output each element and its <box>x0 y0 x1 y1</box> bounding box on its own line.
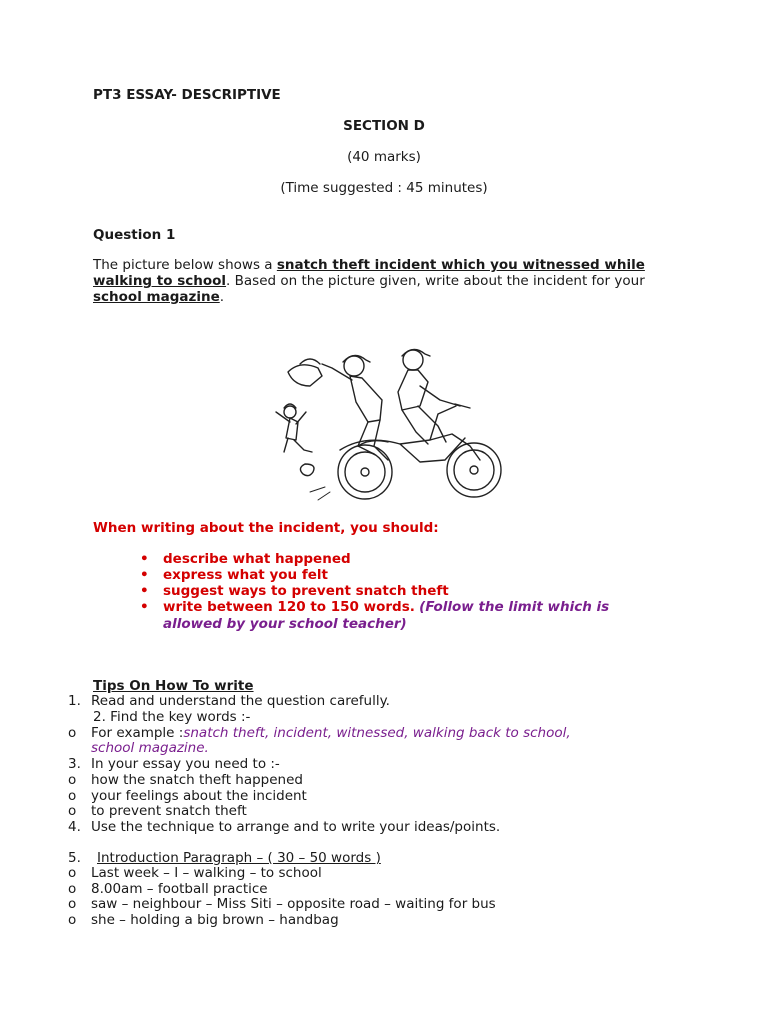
bullet-word-limit: write between 120 to 150 words. (Follow the limit which is <box>163 599 610 615</box>
list-marker: o <box>68 912 77 928</box>
bullet-icon: • <box>140 583 149 599</box>
section-label: SECTION D <box>343 118 425 134</box>
list-marker: o <box>68 788 77 804</box>
tip-item: your feelings about the incident <box>91 788 307 804</box>
tip-item: 2. Find the key words :- <box>93 709 251 725</box>
question-highlight-incident: snatch theft incident which you witnessed while walking to school <box>93 257 645 289</box>
bullet-express: express what you felt <box>163 567 328 583</box>
tip-item-keywords-cont: school magazine. <box>91 740 209 756</box>
question-highlight-magazine: school magazine <box>93 289 220 305</box>
tip-item: Last week – I – walking – to school <box>91 865 322 881</box>
tip-item: Use the technique to arrange and to write your ideas/points. <box>91 819 501 835</box>
word-limit-note-cont: allowed by your school teacher) <box>163 616 407 632</box>
tips-heading: Tips On How To write <box>93 678 254 694</box>
list-marker: o <box>68 772 77 788</box>
tip-item: For example :snatch theft, incident, witnessed, walking back to school, <box>91 725 571 741</box>
list-marker: 1. <box>68 693 81 709</box>
bullet-icon: • <box>140 551 149 567</box>
snatch-theft-illustration <box>270 342 510 507</box>
tip-item: she – holding a big brown – handbag <box>91 912 339 928</box>
tip-item: Read and understand the question carefully. <box>91 693 390 709</box>
tip-item: 8.00am – football practice <box>91 881 268 897</box>
tip-item: saw – neighbour – Miss Siti – opposite road – waiting for bus <box>91 896 496 912</box>
question-paragraph <box>93 257 693 305</box>
tip-item: In your essay you need to :- <box>91 756 280 772</box>
list-marker: o <box>68 865 77 881</box>
time-label: (Time suggested : 45 minutes) <box>280 180 488 196</box>
word-limit-note: (Follow the limit which is <box>419 599 610 615</box>
bullet-describe: describe what happened <box>163 551 351 567</box>
doc-title: PT3 ESSAY- DESCRIPTIVE <box>93 87 281 103</box>
bullet-icon: • <box>140 567 149 583</box>
list-marker: 3. <box>68 756 81 772</box>
list-marker: 4. <box>68 819 81 835</box>
marks-label: (40 marks) <box>347 149 421 165</box>
list-marker: o <box>68 725 77 741</box>
list-marker: o <box>68 881 77 897</box>
list-marker: o <box>68 803 77 819</box>
tip-item: to prevent snatch theft <box>91 803 247 819</box>
bullet-icon: • <box>140 599 149 615</box>
bullet-suggest: suggest ways to prevent snatch theft <box>163 583 449 599</box>
tip-item-intro-paragraph: Introduction Paragraph – ( 30 – 50 words ) <box>97 850 381 866</box>
tip-item: how the snatch theft happened <box>91 772 303 788</box>
question-middle: . Based on the picture given, write about the incident for your <box>226 273 645 289</box>
list-marker: o <box>68 896 77 912</box>
keywords-text: snatch theft, incident, witnessed, walking back to school, <box>183 725 571 741</box>
question-intro: The picture below shows a <box>93 257 277 273</box>
question-end: . <box>219 289 225 305</box>
list-marker: 5. <box>68 850 81 866</box>
instructions-heading: When writing about the incident, you should: <box>93 520 439 536</box>
question-label: Question 1 <box>93 227 176 243</box>
